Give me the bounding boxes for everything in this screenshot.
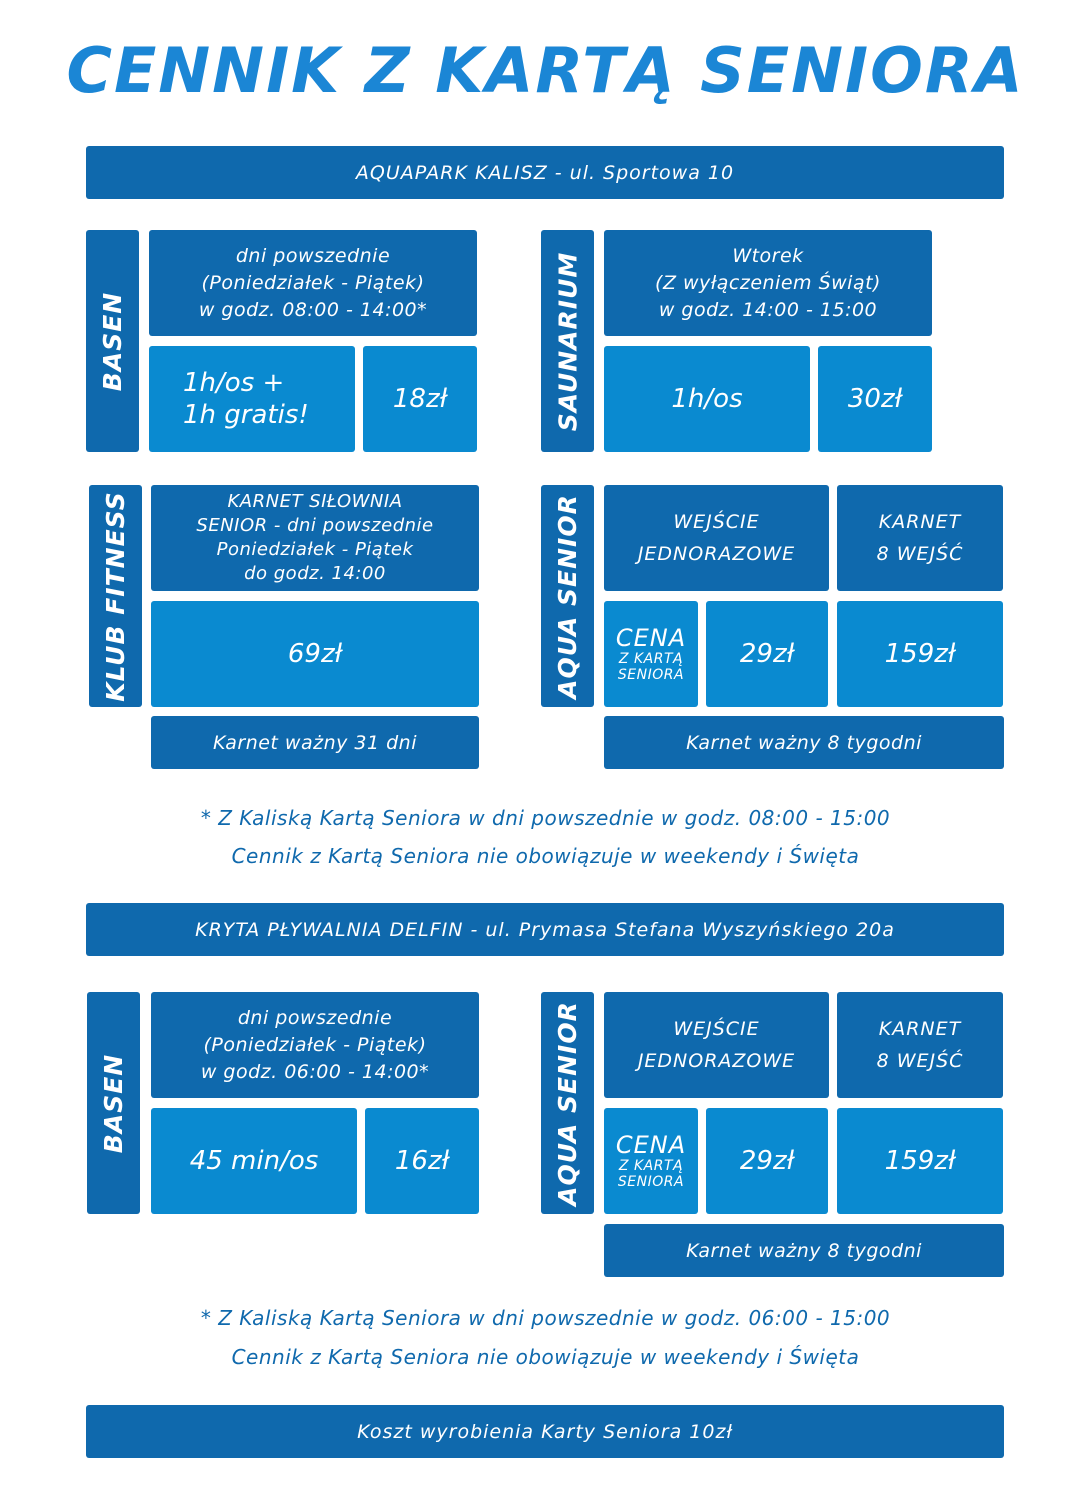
fitness-desc-line1: KARNET SIŁOWNIA	[227, 491, 403, 512]
fitness-price	[151, 601, 479, 707]
delfin-cena-line3: SENIORA	[617, 1174, 685, 1190]
saunarium-hours	[604, 230, 932, 336]
aquapark-basen-price-text: 18zł	[392, 384, 448, 414]
aquapark-single-price-text: 29zł	[739, 639, 795, 669]
aquapark-basen-hours-line1: dni powszednie	[235, 244, 391, 267]
aquapark-header-text: AQUAPARK KALISZ - ul. Sportowa 10	[355, 161, 735, 184]
card-cost-footer-text: Koszt wyrobienia Karty Seniora 10zł	[357, 1420, 733, 1443]
fitness-validity	[151, 716, 479, 769]
fitness-desc-line2: SENIOR - dni powszednie	[196, 515, 434, 536]
aquapark-pass-price-text: 159zł	[884, 639, 956, 669]
delfin-basen-hours-line1: dni powszednie	[237, 1006, 393, 1029]
saunarium-hours-line3: w godz. 14:00 - 15:00	[658, 298, 878, 321]
aquapark-pass-line2: 8 WEJŚĆ	[876, 543, 964, 565]
saunarium-label-text: SAUNARIUM	[553, 251, 583, 431]
delfin-basen-price-text: 16zł	[394, 1146, 450, 1176]
aquapark-aqua-validity-text: Karnet ważny 8 tygodni	[686, 731, 922, 754]
aquapark-pass-price	[837, 601, 1003, 707]
delfin-basen-price	[365, 1108, 479, 1214]
fitness-validity-text: Karnet ważny 31 dni	[212, 731, 418, 754]
delfin-single-entry-line2: JEDNORAZOWE	[637, 1050, 796, 1072]
delfin-basen-time	[151, 1108, 357, 1214]
aquapark-note-2: Cennik z Kartą Seniora nie obowiązuje w weekendy i Święta	[231, 844, 860, 868]
delfin-basen-label-text: BASEN	[99, 1053, 129, 1153]
delfin-header	[86, 903, 1004, 956]
delfin-single-price-text: 29zł	[739, 1146, 795, 1176]
aquapark-basen-hours-line3: w godz. 08:00 - 14:00*	[198, 298, 428, 321]
fitness-desc-line4: do godz. 14:00	[244, 563, 386, 584]
delfin-basen-hours	[151, 992, 479, 1098]
aquapark-pass-line1: KARNET	[878, 511, 962, 533]
delfin-cena-line2: Z KARTĄ	[618, 1158, 684, 1174]
aquapark-single-entry-header	[604, 485, 829, 591]
saunarium-time-text: 1h/os	[671, 384, 743, 414]
delfin-cena-label	[604, 1108, 698, 1214]
card-cost-footer	[86, 1405, 1004, 1458]
delfin-pass-price	[837, 1108, 1003, 1214]
delfin-basen-time-text: 45 min/os	[189, 1146, 319, 1176]
aquapark-cena-line3: SENIORA	[617, 667, 685, 683]
fitness-desc-line3: Poniedziałek - Piątek	[216, 539, 414, 560]
aquapark-single-price	[706, 601, 828, 707]
delfin-pass-header	[837, 992, 1003, 1098]
delfin-aqua-senior-label	[541, 992, 594, 1214]
aquapark-basen-label-text: BASEN	[98, 291, 128, 391]
aquapark-cena-line2: Z KARTĄ	[618, 651, 684, 667]
delfin-single-entry-line1: WEJŚCIE	[673, 1018, 760, 1040]
delfin-note-1: * Z Kaliską Kartą Seniora w dni powszednie w godz. 06:00 - 15:00	[200, 1306, 891, 1330]
aquapark-pass-header	[837, 485, 1003, 591]
aquapark-header	[86, 146, 1004, 199]
aquapark-aqua-senior-label-text: AQUA SENIOR	[553, 493, 583, 699]
aquapark-basen-time-line1: 1h/os +	[183, 368, 285, 398]
aquapark-single-entry-line1: WEJŚCIE	[673, 511, 760, 533]
aquapark-aqua-validity	[604, 716, 1004, 769]
aquapark-basen-label	[86, 230, 139, 452]
delfin-single-price	[706, 1108, 828, 1214]
delfin-basen-hours-line2: (Poniedziałek - Piątek)	[203, 1033, 427, 1056]
aquapark-basen-hours-line2: (Poniedziałek - Piątek)	[201, 271, 425, 294]
aquapark-basen-price	[363, 346, 477, 452]
fitness-description	[151, 485, 479, 591]
delfin-basen-label	[87, 992, 140, 1214]
fitness-label-text: KLUB FITNESS	[101, 490, 130, 702]
aquapark-aqua-senior-label	[541, 485, 594, 707]
delfin-aqua-validity	[604, 1224, 1004, 1277]
fitness-label	[89, 485, 142, 707]
page-title: CENNIK Z KARTĄ SENIORA	[66, 34, 1025, 107]
fitness-price-text: 69zł	[287, 639, 343, 669]
aquapark-cena-line1: CENA	[615, 624, 687, 652]
saunarium-price	[818, 346, 932, 452]
delfin-basen-hours-line3: w godz. 06:00 - 14:00*	[200, 1060, 430, 1083]
aquapark-basen-hours	[149, 230, 477, 336]
delfin-pass-line2: 8 WEJŚĆ	[876, 1050, 964, 1072]
delfin-note-2: Cennik z Kartą Seniora nie obowiązuje w weekendy i Święta	[231, 1345, 860, 1369]
delfin-pass-line1: KARNET	[878, 1018, 962, 1040]
saunarium-label	[541, 230, 594, 452]
aquapark-cena-label	[604, 601, 698, 707]
saunarium-price-text: 30zł	[847, 384, 903, 414]
delfin-aqua-senior-label-text: AQUA SENIOR	[553, 1000, 583, 1206]
aquapark-basen-time	[149, 346, 355, 452]
delfin-aqua-validity-text: Karnet ważny 8 tygodni	[686, 1239, 922, 1262]
saunarium-hours-line2: (Z wyłączeniem Świąt)	[655, 271, 881, 294]
delfin-cena-line1: CENA	[615, 1131, 687, 1159]
aquapark-single-entry-line2: JEDNORAZOWE	[637, 543, 796, 565]
saunarium-time	[604, 346, 810, 452]
aquapark-basen-time-line2: 1h gratis!	[183, 400, 309, 430]
delfin-header-text: KRYTA PŁYWALNIA DELFIN - ul. Prymasa Stefana Wyszyńskiego 20a	[195, 918, 895, 941]
aquapark-note-1: * Z Kaliską Kartą Seniora w dni powszednie w godz. 08:00 - 15:00	[200, 806, 891, 830]
delfin-single-entry-header	[604, 992, 829, 1098]
delfin-pass-price-text: 159zł	[884, 1146, 956, 1176]
saunarium-hours-line1: Wtorek	[732, 244, 804, 267]
